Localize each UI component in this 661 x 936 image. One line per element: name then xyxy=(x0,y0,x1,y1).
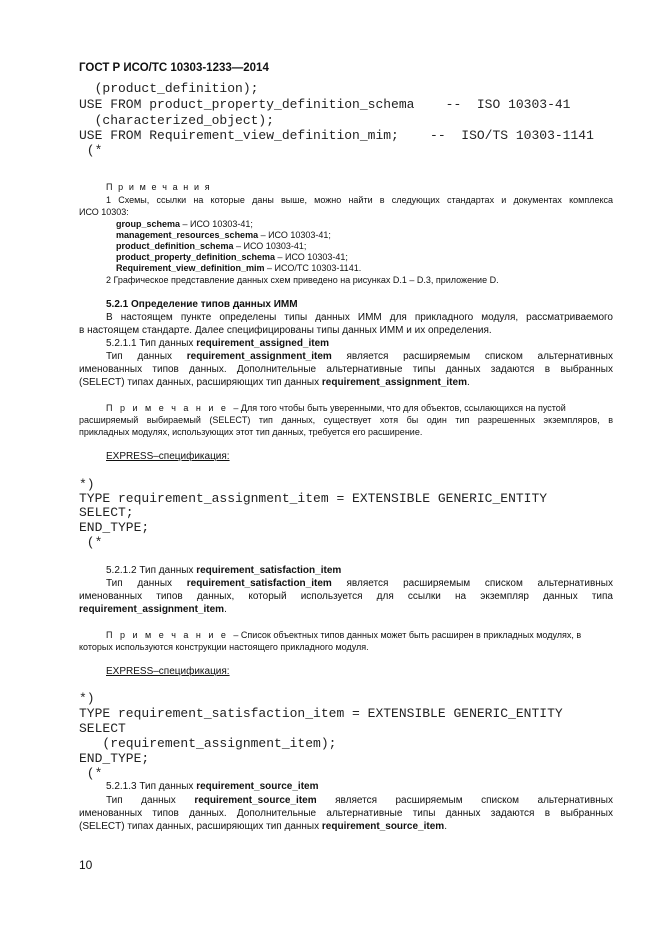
code-line: *) xyxy=(79,477,95,492)
note-line xyxy=(106,630,581,642)
schema-name: group_schema xyxy=(116,219,181,229)
note-line: которых используются конструкции настоящего прикладного модуля. xyxy=(79,642,369,652)
schema-ref xyxy=(116,219,253,231)
type-name: requirement_assignment_item xyxy=(321,377,467,388)
paragraph-line xyxy=(79,604,227,617)
text-run: является расширяемым списком альтернативных xyxy=(331,578,613,589)
paragraph-line xyxy=(79,821,447,834)
express-spec-label: EXPRESS–спецификация: xyxy=(106,451,230,462)
code-line: TYPE requirement_assignment_item = EXTENSIBLE GENERIC_ENTITY xyxy=(79,491,548,506)
express-spec-label: EXPRESS–спецификация: xyxy=(106,666,230,677)
page-number: 10 xyxy=(79,858,93,872)
type-name: requirement_assigned_item xyxy=(196,338,330,349)
paragraph-line xyxy=(106,795,613,808)
code-line: TYPE requirement_satisfaction_item = EXTENSIBLE GENERIC_ENTITY xyxy=(79,706,563,721)
paragraph-line: В настоящем пункте определены типы данных ИММ для прикладного модуля, рассматриваемого xyxy=(106,312,613,323)
heading-prefix: 5.2.1.2 Тип данных xyxy=(106,565,197,576)
heading-prefix: 5.2.1.3 Тип данных xyxy=(106,781,197,792)
notes-heading: П р и м е ч а н и я xyxy=(106,182,212,192)
text-run: Тип данных xyxy=(106,795,195,806)
schema-doc: – ИСО 10303-41; xyxy=(275,252,348,262)
code-line: (* xyxy=(79,143,103,158)
schema-name: product_definition_schema xyxy=(116,241,234,251)
code-line: (product_definition); xyxy=(79,81,259,96)
paragraph-line xyxy=(106,578,613,591)
text-run: Тип данных xyxy=(106,351,187,362)
note-text: 2 Графическое представление данных схем приведено на рисунках D.1 – D.3, приложение D. xyxy=(106,275,499,285)
schema-ref xyxy=(116,230,331,242)
code-line: END_TYPE; xyxy=(79,751,150,766)
paragraph-line: именованных типов данных, который используется для ссылки на экземпляр данных типа xyxy=(79,591,613,602)
heading-prefix: 5.2.1.1 Тип данных xyxy=(106,338,197,349)
text-run: (SELECT) типах данных, расширяющих тип данных xyxy=(79,377,322,388)
text-run: Тип данных xyxy=(106,578,187,589)
paragraph-line: именованных типов данных. Дополнительные альтернативные типы данных задаются в выбранных xyxy=(79,808,613,819)
type-name: requirement_source_item xyxy=(194,795,317,806)
document-header: ГОСТ Р ИСО/ТС 10303-1233—2014 xyxy=(79,62,269,74)
note-text: 1 Схемы, ссылки на которые даны выше, можно найти в следующих стандартах и документах комплекса xyxy=(106,195,613,205)
text-run: – Для того чтобы быть уверенными, что для объектов, ссылающихся на пустой xyxy=(233,403,566,413)
subsection-heading xyxy=(106,338,329,351)
code-line: (* xyxy=(79,535,103,550)
code-line: END_TYPE; xyxy=(79,520,150,535)
code-line: (characterized_object); xyxy=(79,113,275,128)
note-line xyxy=(106,403,566,415)
schema-name: product_property_definition_schema xyxy=(116,252,276,262)
text-run: является расширяемым списком альтернативных xyxy=(316,795,613,806)
code-line: (requirement_assignment_item); xyxy=(79,736,337,751)
schema-ref xyxy=(116,263,361,275)
text-run: (SELECT) типах данных, расширяющих тип данных xyxy=(79,821,322,832)
schema-doc: – ИСО 10303-41; xyxy=(258,230,331,240)
code-line: (* xyxy=(79,766,103,781)
subsection-heading xyxy=(106,565,341,578)
schema-ref xyxy=(116,241,306,253)
schema-doc: – ИСО 10303-41; xyxy=(233,241,307,251)
type-name: requirement_source_item xyxy=(196,781,319,792)
code-line: USE FROM product_property_definition_schema -- ISO 10303-41 xyxy=(79,97,571,112)
note-label: П р и м е ч а н и е xyxy=(106,403,229,413)
type-name: requirement_satisfaction_item xyxy=(186,578,332,589)
text-run: – Список объектных типов данных может быть расширен в прикладных модулях, в xyxy=(233,630,582,640)
type-name: requirement_assignment_item xyxy=(79,604,225,615)
note-line: расширяемый выбираемый (SELECT) тип данных, существует хотя бы один тип разрешенных экземпляров, в xyxy=(79,415,613,425)
text-run: является расширяемым списком альтернативных xyxy=(331,351,613,362)
section-heading: 5.2.1 Определение типов данных ИММ xyxy=(106,299,298,310)
type-name: requirement_assignment_item xyxy=(186,351,332,362)
text-run: . xyxy=(224,604,227,615)
code-line: SELECT; xyxy=(79,505,134,520)
schema-ref xyxy=(116,252,348,264)
subsection-heading xyxy=(106,781,319,794)
schema-name: management_resources_schema xyxy=(116,230,259,240)
code-line: USE FROM Requirement_view_definition_mim; -- ISO/TS 10303-1141 xyxy=(79,128,594,143)
paragraph-line: именованных типов данных. Дополнительные альтернативные типы данных задаются в выбранных xyxy=(79,364,613,375)
text-run: . xyxy=(466,377,470,388)
schema-doc: – ИСО 10303-41; xyxy=(180,219,253,229)
note-line: прикладных модулях, использующих этот тип данных, требуется его расширение. xyxy=(79,427,423,437)
type-name: requirement_satisfaction_item xyxy=(196,565,342,576)
schema-name: Requirement_view_definition_mim xyxy=(116,263,265,273)
note-text: ИСО 10303: xyxy=(79,207,129,217)
note-label: П р и м е ч а н и е xyxy=(106,630,229,640)
text-run: . xyxy=(444,821,447,832)
code-line: SELECT xyxy=(79,721,126,736)
paragraph-line xyxy=(106,351,613,364)
code-line: *) xyxy=(79,691,95,706)
paragraph-line: в настоящем стандарте. Далее специфицированы типы данных ИММ и их определения. xyxy=(79,325,492,336)
type-name: requirement_source_item xyxy=(321,821,445,832)
schema-doc: – ИСО/ТС 10303-1141. xyxy=(264,263,362,273)
paragraph-line xyxy=(79,377,470,390)
